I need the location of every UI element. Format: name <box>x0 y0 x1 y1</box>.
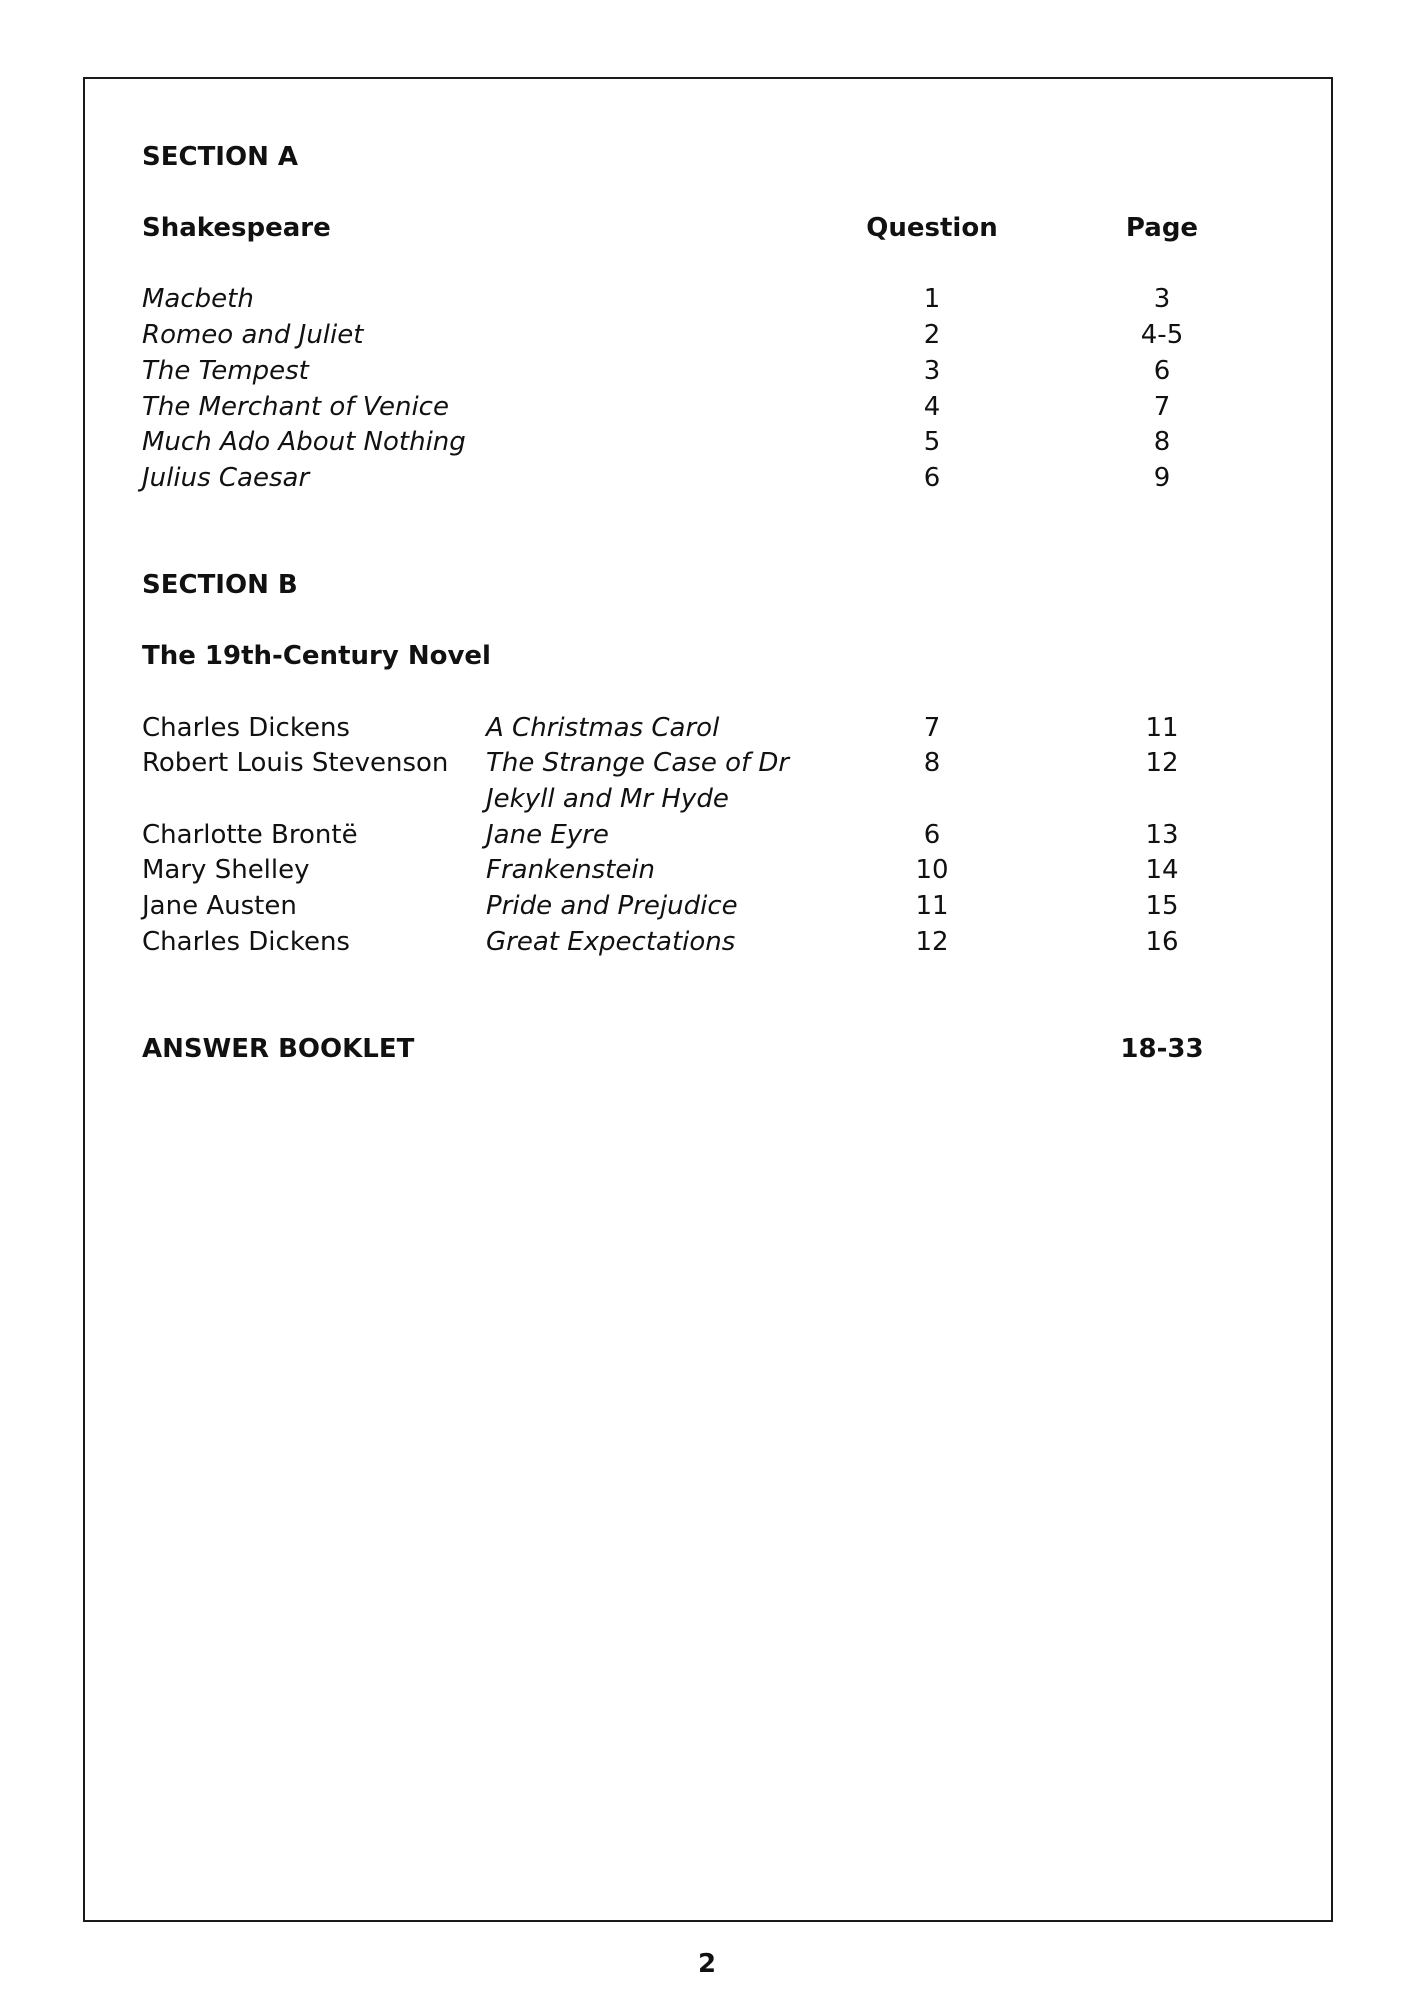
novel-title: Great Expectations <box>486 927 736 957</box>
question-number: 12 <box>915 927 949 957</box>
question-number: 1 <box>923 284 941 314</box>
play-title: Much Ado About Nothing <box>142 427 466 457</box>
page-number-ref: 14 <box>1145 855 1179 885</box>
page-number-ref: 12 <box>1145 748 1179 778</box>
question-number: 6 <box>923 820 941 850</box>
answer-booklet-label: ANSWER BOOKLET <box>142 1034 415 1064</box>
page-number-ref: 8 <box>1153 427 1171 457</box>
question-column-header: Question <box>866 213 998 243</box>
question-number: 4 <box>923 392 941 422</box>
page-number-ref: 3 <box>1153 284 1171 314</box>
author-name: Charlotte Brontë <box>142 820 358 850</box>
page-number-ref: 15 <box>1145 891 1179 921</box>
novel-title-continued: Jekyll and Mr Hyde <box>486 784 729 814</box>
author-name: Jane Austen <box>142 891 297 921</box>
author-name: Robert Louis Stevenson <box>142 748 449 778</box>
novel-title: A Christmas Carol <box>486 713 720 743</box>
page-number-ref: 7 <box>1153 392 1171 422</box>
page-number-ref: 4-5 <box>1140 320 1184 350</box>
play-title: Julius Caesar <box>142 463 310 493</box>
play-title: Romeo and Juliet <box>142 320 364 350</box>
shakespeare-heading: Shakespeare <box>142 213 331 243</box>
question-number: 11 <box>915 891 949 921</box>
question-number: 6 <box>923 463 941 493</box>
section-a-heading: SECTION A <box>142 142 299 172</box>
question-number: 10 <box>915 855 949 885</box>
page-number: 2 <box>697 1949 717 1979</box>
novel-title: Jane Eyre <box>486 820 609 850</box>
play-title: Macbeth <box>142 284 254 314</box>
author-name: Charles Dickens <box>142 927 350 957</box>
novel-title: Pride and Prejudice <box>486 891 738 921</box>
question-number: 5 <box>923 427 941 457</box>
page-number-ref: 6 <box>1153 356 1171 386</box>
author-name: Mary Shelley <box>142 855 310 885</box>
page-number-ref: 11 <box>1145 713 1179 743</box>
question-number: 3 <box>923 356 941 386</box>
answer-booklet-pages: 18-33 <box>1120 1034 1204 1064</box>
play-title: The Tempest <box>142 356 309 386</box>
novel-heading: The 19th-Century Novel <box>142 641 491 671</box>
novel-title: Frankenstein <box>486 855 656 885</box>
author-name: Charles Dickens <box>142 713 350 743</box>
question-number: 2 <box>923 320 941 350</box>
question-number: 8 <box>923 748 941 778</box>
question-number: 7 <box>923 713 941 743</box>
play-title: The Merchant of Venice <box>142 392 449 422</box>
novel-title: The Strange Case of Dr <box>486 748 790 778</box>
page-number-ref: 16 <box>1145 927 1179 957</box>
page-number-ref: 9 <box>1153 463 1171 493</box>
page-column-header: Page <box>1125 213 1199 243</box>
section-b-heading: SECTION B <box>142 570 298 600</box>
page-number-ref: 13 <box>1145 820 1179 850</box>
